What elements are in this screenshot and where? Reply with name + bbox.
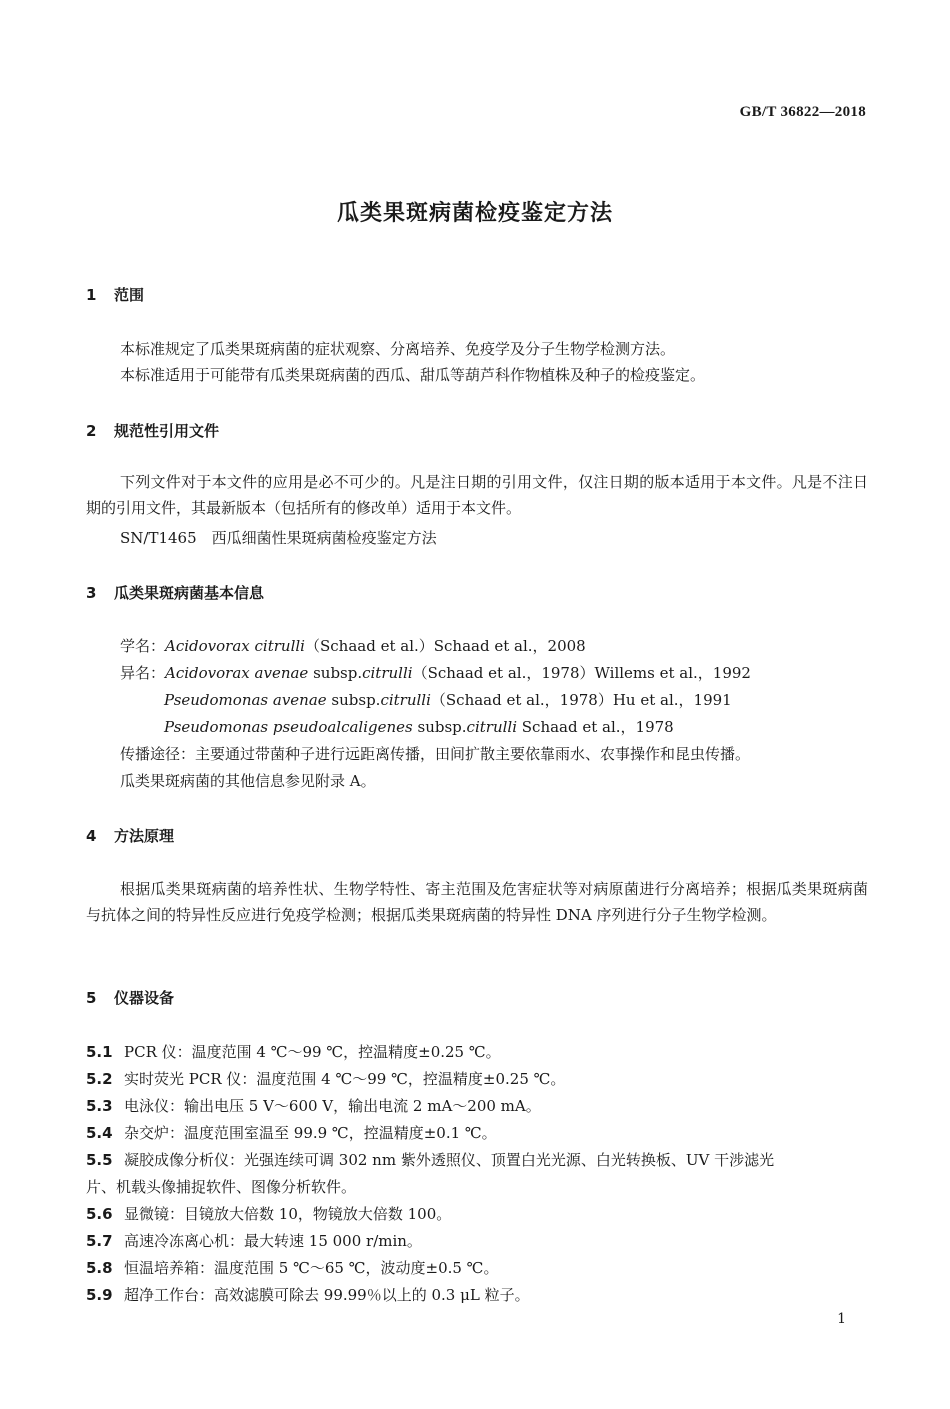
section-3-heading <box>86 582 264 603</box>
section-4-heading <box>86 825 174 846</box>
reference-sn-t1465: SN/T1465 西瓜细菌性果斑病菌检疫鉴定方法 <box>120 529 437 547</box>
clause-text: 超净工作台：高效滤膜可除去 99.99％以上的 0.3 μL 粒子。 <box>124 1286 530 1304</box>
clause-number: 5.4 <box>86 1124 113 1142</box>
synonym-line-1 <box>120 662 751 683</box>
clause-5-5-continuation: 片、机载头像捕捉软件、图像分析软件。 <box>86 1178 357 1196</box>
synonym-line-3 <box>164 716 674 737</box>
transmission-paragraph: 传播途径：主要通过带菌种子进行远距离传播，田间扩散主要依靠雨水、农事操作和昆虫传播。 <box>120 745 751 763</box>
label: 异名： <box>120 664 166 682</box>
clause-5-7 <box>86 1230 422 1251</box>
clause-number: 5.7 <box>86 1232 113 1250</box>
subspecies-epithet: citrulli <box>362 664 413 682</box>
other-info-paragraph: 瓜类果斑病菌的其他信息参见附录 A。 <box>120 772 376 790</box>
clause-text: 杂交炉：温度范围室温至 99.9 ℃，控温精度±0.1 ℃。 <box>124 1124 497 1142</box>
section-title: 仪器设备 <box>114 989 175 1007</box>
clause-text: 实时荧光 PCR 仪：温度范围 4 ℃～99 ℃，控温精度±0.25 ℃。 <box>124 1070 566 1088</box>
section-number: 4 <box>86 827 97 845</box>
clause-number: 5.9 <box>86 1286 113 1304</box>
section-number: 5 <box>86 989 97 1007</box>
section-5-heading <box>86 987 174 1008</box>
clause-5-8 <box>86 1257 498 1278</box>
clause-5-9 <box>86 1284 530 1305</box>
section-title: 方法原理 <box>114 827 175 845</box>
section-title: 瓜类果斑病菌基本信息 <box>114 584 265 602</box>
standard-code: GB/T 36822—2018 <box>739 104 866 120</box>
method-principle-paragraph: 根据瓜类果斑病菌的培养性状、生物学特性、寄主范围及危害症状等对病原菌进行分离培养；根据瓜类果斑病菌与抗体之间的特异性反应进行免疫学检测；根据瓜类果斑病菌的特异性 DNA 序列进行分子生物学检测。 <box>86 880 868 924</box>
clause-5-6 <box>86 1203 451 1224</box>
clause-number: 5.6 <box>86 1205 113 1223</box>
clause-5-2 <box>86 1068 565 1089</box>
species-name: Acidovorax avenae <box>165 664 309 682</box>
clause-number: 5.5 <box>86 1151 113 1169</box>
section-title: 范围 <box>114 286 145 304</box>
authority: （Schaad et al.，1978）Willems et al.，1992 <box>412 664 751 682</box>
section-number: 3 <box>86 584 97 602</box>
clause-number: 5.3 <box>86 1097 113 1115</box>
label: 学名： <box>120 637 166 655</box>
clause-text: 电泳仪：输出电压 5 V～600 V，输出电流 2 mA～200 mA。 <box>124 1097 541 1115</box>
subspecies-epithet: citrulli <box>466 718 517 736</box>
clause-text: 恒温培养箱：温度范围 5 ℃～65 ℃，波动度±0.5 ℃。 <box>124 1259 499 1277</box>
authority: （Schaad et al.，1978）Hu et al.，1991 <box>430 691 732 709</box>
scope-paragraph-1: 本标准规定了瓜类果斑病菌的症状观察、分离培养、免疫学及分子生物学检测方法。 <box>120 340 676 358</box>
clause-text: 凝胶成像分析仪：光强连续可调 302 nm 紫外透照仪、顶置白光光源、白光转换板、UV 干涉滤光 <box>124 1151 775 1169</box>
clause-5-3 <box>86 1095 541 1116</box>
clause-5-4 <box>86 1122 497 1143</box>
document-title: 瓜类果斑病菌检疫鉴定方法 <box>336 201 613 226</box>
clause-number: 5.8 <box>86 1259 113 1277</box>
clause-number: 5.1 <box>86 1043 113 1061</box>
clause-text: 高速冷冻离心机：最大转速 15 000 r/min。 <box>124 1232 422 1250</box>
species-name: Pseudomonas pseudoalcaligenes <box>164 718 413 736</box>
section-title: 规范性引用文件 <box>114 422 220 440</box>
clause-number: 5.2 <box>86 1070 113 1088</box>
clause-text: PCR 仪：温度范围 4 ℃～99 ℃，控温精度±0.25 ℃。 <box>124 1043 501 1061</box>
clause-5-5 <box>86 1149 774 1170</box>
scope-paragraph-2: 本标准适用于可能带有瓜类果斑病菌的西瓜、甜瓜等葫芦科作物植株及种子的检疫鉴定。 <box>120 366 706 384</box>
section-1-heading <box>86 284 144 305</box>
normative-references-paragraph: 下列文件对于本文件的应用是必不可少的。凡是注日期的引用文件，仅注日期的版本适用于本文件。凡是不注日期的引用文件，其最新版本（包括所有的修改单）适用于本文件。 <box>86 473 868 517</box>
page-number: 1 <box>837 1311 846 1327</box>
section-number: 2 <box>86 422 97 440</box>
synonym-line-2 <box>164 689 732 710</box>
subspecies-epithet: citrulli <box>380 691 431 709</box>
species-name: Pseudomonas avenae <box>164 691 327 709</box>
authority: Schaad et al.，1978 <box>517 718 674 736</box>
clause-text: 显微镜：目镜放大倍数 10，物镜放大倍数 100。 <box>124 1205 452 1223</box>
section-number: 1 <box>86 286 97 304</box>
subspecies-marker: subsp. <box>308 664 363 682</box>
subspecies-marker: subsp. <box>326 691 381 709</box>
scientific-name-line <box>120 635 586 656</box>
species-name: Acidovorax citrulli <box>165 637 305 655</box>
section-2-heading <box>86 420 219 441</box>
clause-5-1 <box>86 1041 501 1062</box>
subspecies-marker: subsp. <box>412 718 467 736</box>
authority: （Schaad et al.）Schaad et al.，2008 <box>304 637 586 655</box>
